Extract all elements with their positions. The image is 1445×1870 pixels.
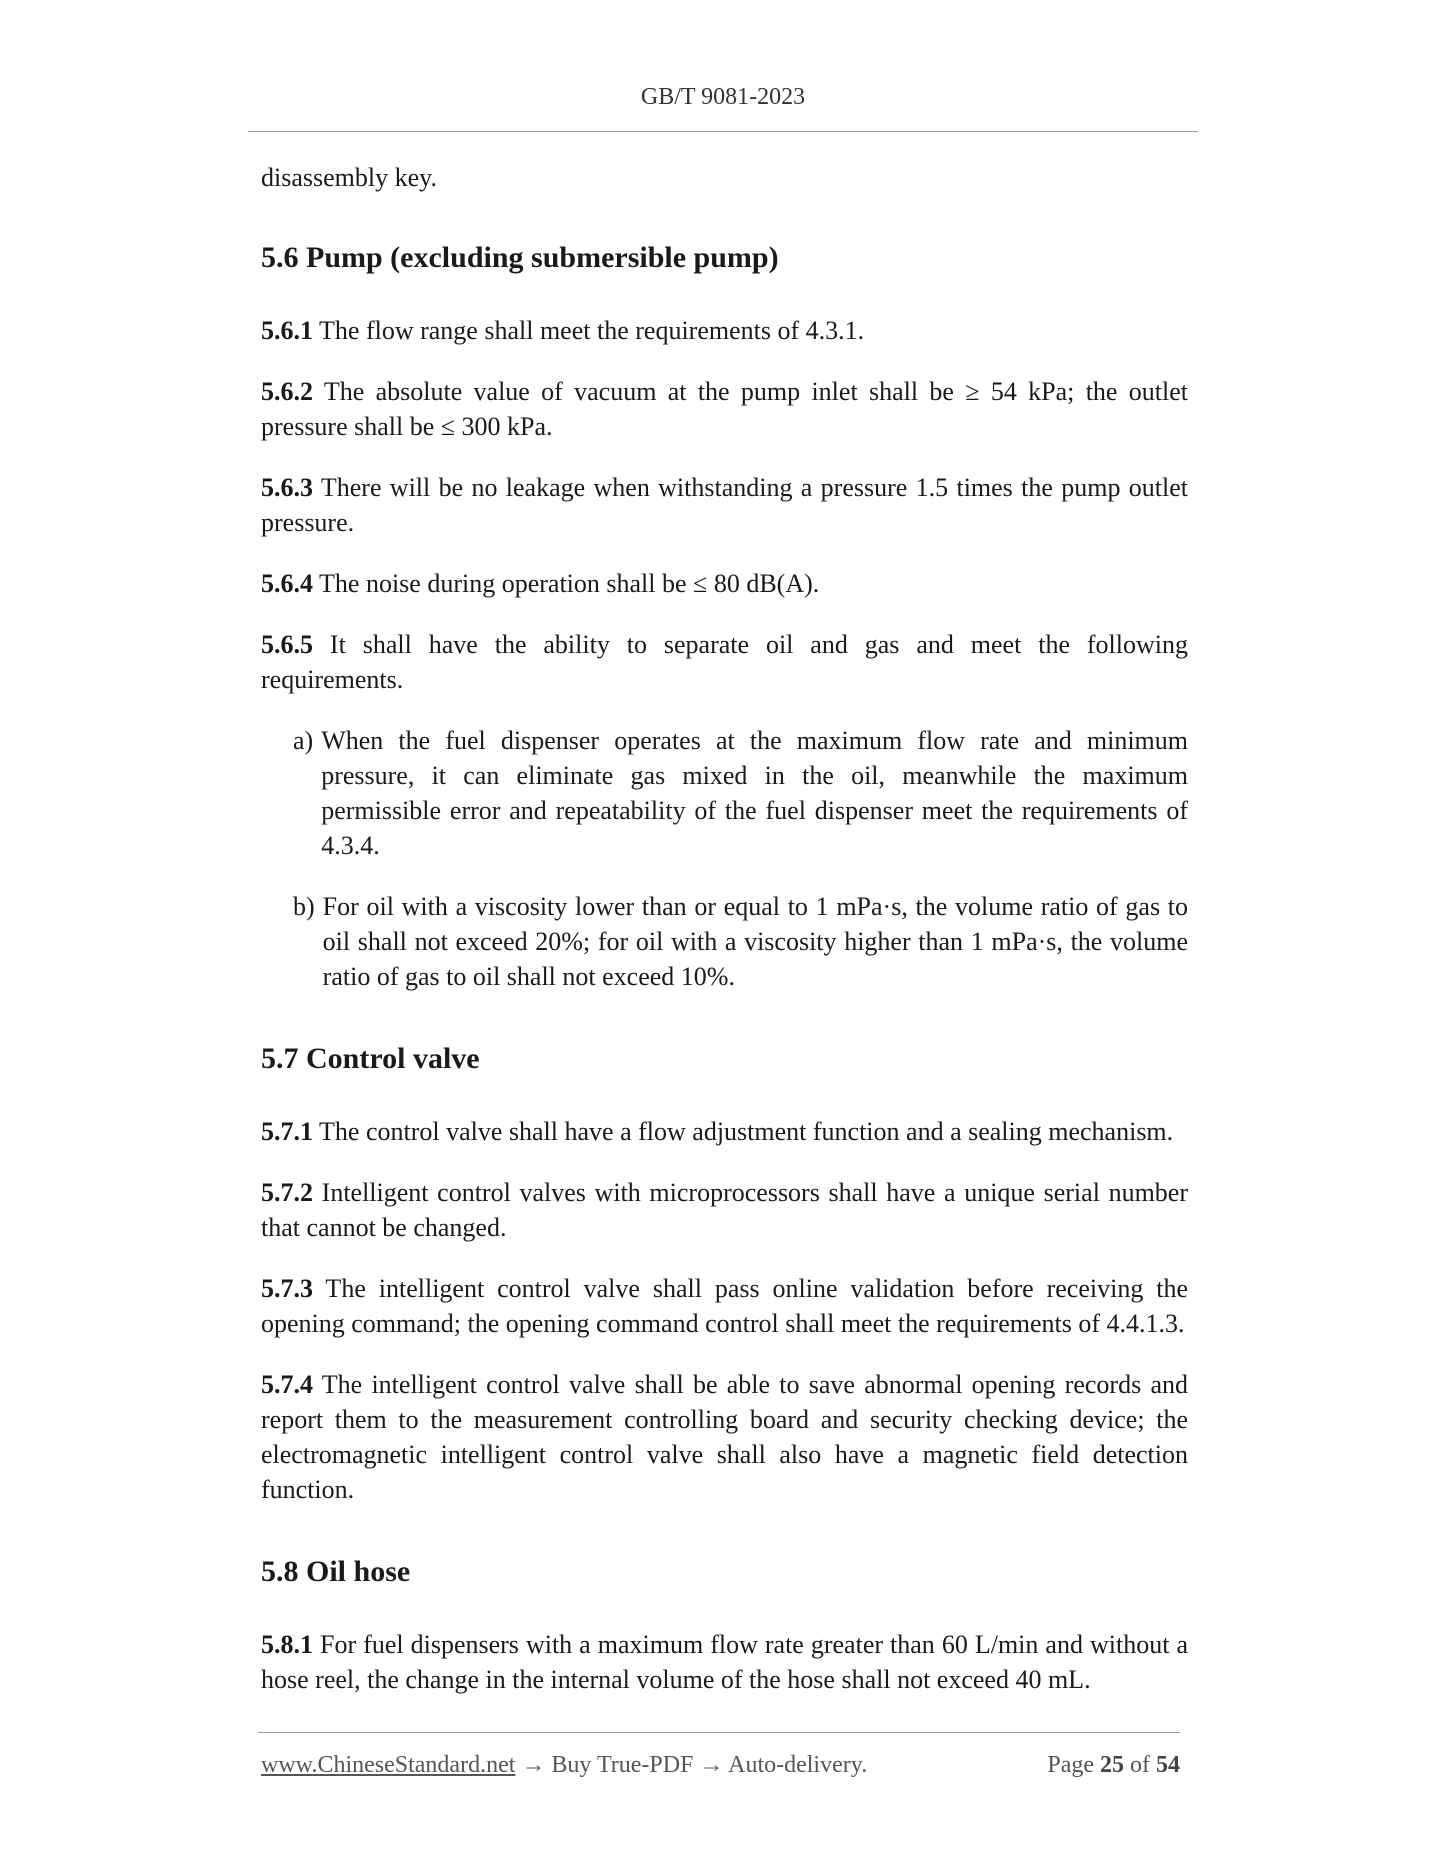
section-heading-5-7: 5.7 Control valve: [261, 1042, 480, 1075]
clause-5-6-2: [261, 374, 1188, 444]
clause-text: The flow range shall meet the requirements of 4.3.1.: [313, 316, 865, 345]
footer-divider: [258, 1732, 1180, 1733]
clause-text: There will be no leakage when withstanding a pressure 1.5 times the pump outlet pressure.: [261, 473, 1188, 537]
document-id: GB/T 9081-2023: [640, 84, 806, 110]
section-heading-5-6: 5.6 Pump (excluding submersible pump): [261, 241, 779, 274]
footer-promo: [261, 1752, 867, 1779]
list-item-text: For oil with a viscosity lower than or equal to 1 mPa·s, the volume ratio of gas to oil shall not exceed 20%; for oil with a viscosity higher than 1 mPa·s, the volume ratio of gas to oil shall not exceed 10%.: [322, 892, 1188, 991]
clause-text: The absolute value of vacuum at the pump inlet shall be ≥ 54 kPa; the outlet pressure shall be ≤ 300 kPa.: [261, 377, 1188, 441]
clause-text: Intelligent control valves with microprocessors shall have a unique serial number that cannot be changed.: [261, 1178, 1188, 1242]
clause-5-6-5: [261, 627, 1188, 697]
continued-text: disassembly key.: [261, 163, 437, 192]
footer-promo-text: → Buy True-PDF → Auto-delivery.: [515, 1752, 868, 1778]
list-item-a: [293, 723, 1188, 863]
clause-text: For fuel dispensers with a maximum flow rate greater than 60 L/min and without a hose reel, the change in the internal volume of the hose shall not exceed 40 mL.: [261, 1630, 1188, 1694]
list-marker: a): [293, 726, 314, 755]
of-label: of: [1130, 1752, 1150, 1778]
website-link[interactable]: www.ChineseStandard.net: [261, 1752, 516, 1778]
page-indicator: [1047, 1752, 1180, 1779]
clause-number: 5.7.4: [261, 1370, 313, 1399]
page-footer: [261, 1752, 1180, 1779]
section-heading-5-8: 5.8 Oil hose: [261, 1555, 411, 1588]
page-label: Page: [1047, 1752, 1094, 1778]
clause-text: It shall have the ability to separate oil and gas and meet the following requirements.: [261, 630, 1188, 694]
page-number: 25: [1100, 1752, 1124, 1778]
clause-number: 5.7.3: [261, 1274, 313, 1303]
clause-number: 5.6.1: [261, 316, 313, 345]
clause-number: 5.6.2: [261, 377, 313, 406]
clause-number: 5.6.3: [261, 473, 313, 502]
clause-5-6-4: [261, 566, 1188, 601]
clause-text: The intelligent control valve shall be able to save abnormal opening records and report them to the measurement controlling board and security checking device; the electromagnetic intelligent control valve shall also have a magnetic field detection function.: [261, 1370, 1188, 1504]
clause-5-7-4: [261, 1367, 1188, 1507]
clause-5-6-1: [261, 313, 1188, 348]
clause-number: 5.7.2: [261, 1178, 313, 1207]
clause-5-7-1: [261, 1114, 1188, 1149]
clause-5-7-2: [261, 1175, 1188, 1245]
clause-text: The control valve shall have a flow adjustment function and a sealing mechanism.: [313, 1117, 1174, 1146]
clause-number: 5.7.1: [261, 1117, 313, 1146]
clause-number: 5.8.1: [261, 1630, 313, 1659]
header-divider: [248, 131, 1198, 132]
list-item-b: [293, 889, 1188, 994]
clause-5-6-3: [261, 470, 1188, 540]
list-marker: b): [293, 892, 315, 921]
clause-text: The intelligent control valve shall pass online validation before receiving the opening command; the opening command control shall meet the requirements of 4.4.1.3.: [261, 1274, 1188, 1338]
document-body: [261, 160, 1188, 1723]
clause-5-8-1: [261, 1627, 1188, 1697]
clause-number: 5.6.4: [261, 569, 313, 598]
clause-5-7-3: [261, 1271, 1188, 1341]
clause-number: 5.6.5: [261, 630, 313, 659]
list-item-text: When the fuel dispenser operates at the maximum flow rate and minimum pressure, it can eliminate gas mixed in the oil, meanwhile the maximum permissible error and repeatability of the fuel dispenser meet the requirements of 4.3.4.: [321, 726, 1188, 860]
page-total: 54: [1156, 1752, 1180, 1778]
clause-text: The noise during operation shall be ≤ 80 dB(A).: [313, 569, 820, 598]
page-header: [248, 84, 1198, 111]
